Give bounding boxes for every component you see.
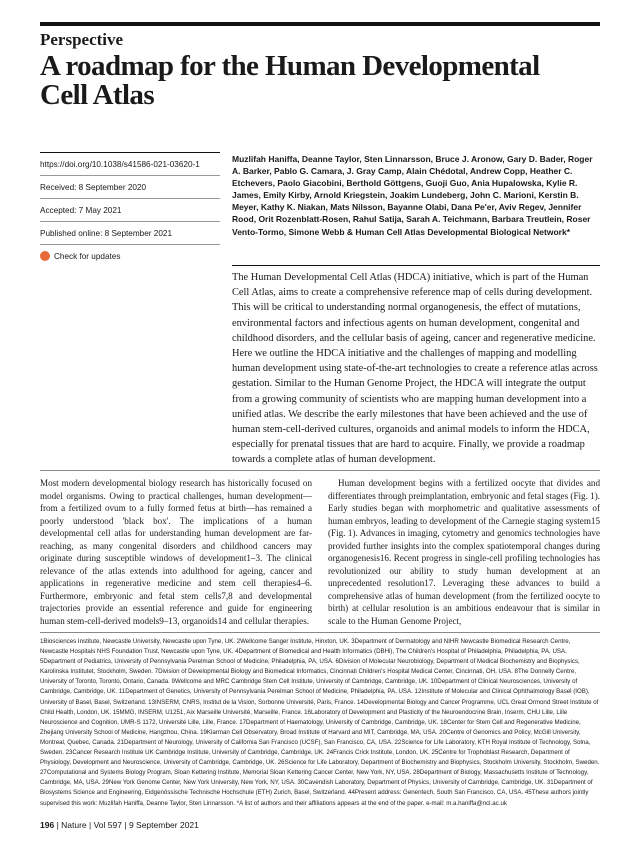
page-number: 196: [40, 820, 55, 830]
affiliations-divider: [40, 632, 600, 633]
affiliations: [40, 637, 600, 809]
abstract-divider: [40, 470, 600, 471]
page-footer: 196 | Nature | Vol 597 | 9 September 2021: [40, 820, 199, 830]
issue-date: 9 September 2021: [128, 820, 199, 830]
check-updates-label: Check for updates: [54, 251, 121, 261]
title-line-2: Cell Atlas: [40, 79, 155, 111]
section-label: Perspective: [40, 30, 124, 49]
published-date: Published online: 8 September 2021: [40, 222, 220, 245]
article-title: [40, 52, 600, 110]
abstract: [232, 265, 600, 468]
author-list: Muzlifah Haniffa, Deanne Taylor, Sten Linnarsson, Bruce J. Aronow, Gary D. Bader, Roger A. Barker, Pablo G. Camara, J. Gray Camp, Alain Chédotal, Andrew Copp, Heather C. Etchevers, Paolo Giacobini, Berthold Göttgens, Guoji Guo, Ania Hupalowska, Kylie R. James, Emily Kirby, Arnold Kriegstein, Joakim Lundeberg, John C. Marioni, Kerstin B. Meyer, Kathy K. Niakan, Mats Nilsson, Bayanne Olabi, Dana Pe'er, Aviv Regev, Jennifer Rood, Orit Rozenblatt-Rosen, Rahul Satija, Sarah A. Teichmann, Barbara Treutlein, Roser Vento-Tormo, Simone Webb & Human Cell Atlas Developmental Biological Network*: [232, 154, 593, 237]
check-updates-button[interactable]: [40, 245, 220, 267]
article-meta: [40, 152, 220, 267]
accepted-date: Accepted: 7 May 2021: [40, 199, 220, 222]
header-rule: [40, 22, 600, 26]
journal-name: Nature: [61, 820, 87, 830]
check-updates-icon: [40, 251, 50, 261]
doi-link[interactable]: https://doi.org/10.1038/s41586-021-03620-1: [40, 152, 220, 176]
affiliations-text: 1Biosciences Institute, Newcastle University, Newcastle upon Tyne, UK. 2Wellcome Sanger Institute, Hinxton, UK. 3Department of Dermatology and NIHR Newcastle Biomedical Research Centre, Newcastle Hospitals NHS Foundation Trust, Newcastle upon Tyne, UK. 4Department of Biomedical and Health Informatics (DBHi), The Children's Hospital of Philadelphia, Philadelphia, PA, USA. 5Department of Pediatrics, University of Pennsylvania Perelman School of Medicine, Philadelphia, PA, USA. 6Division of Molecular Neurobiology, Department of Medical Biochemistry and Biophysics, Karolinska Institutet, Stockholm, Sweden. 7Division of Developmental Biology and Biomedical Informatics, Cincinnati Children's Hospital Medical Center, Cincinnati, OH, USA. 8The Donnelly Centre, University of Toronto, Toronto, Ontario, Canada. 9Wellcome and MRC Cambridge Stem Cell Institute, University of Cambridge, Cambridge, UK. 10Department of Clinical Neurosciences, University of Cambridge, Cambridge, UK. 11Department of Genetics, University of Pennsylvania Perelman School of Medicine, Philadelphia, PA, USA. 12Institute of Molecular and Clinical Ophthalmology Basel (IOB), University of Basel, Basel, Switzerland. 13INSERM, CNRS, Institut de la Vision, Sorbonne Université, Paris, France. 14Developmental Biology and Cancer Programme, UCL Great Ormond Street Institute of Child Health, London, UK. 15MMG, INSERM, U1251, Aix Marseille Université, Marseille, France. 16Laboratory of Development and Plasticity of the Neuroendocrine Brain, Inserm, CHU Lille, Lille Neuroscience and Cognition, UMR-S 1172, Université Lille, Lille, France. 17Department of Haematology, University of Cambridge, Cambridge, UK. 18Center for Stem Cell and Regenerative Medicine, Zhejiang University School of Medicine, Hangzhou, China. 19Klarman Cell Observatory, Broad Institute of Harvard and MIT, Cambridge, MA, USA. 20Centre of Genomics and Policy, McGill University, Montreal, Quebec, Canada. 21Department of Neurology, University of California San Francisco (UCSF), San Francisco, CA, USA. 22Science for Life Laboratory, KTH Royal Institute of Technology, Solna, Sweden. 23Cancer Research Institute UK Cambridge Institute, University of Cambridge, Cambridge, UK. 24Francis Crick Institute, London, UK. 25Centre for Trophoblast Research, Department of Physiology, Development and Neuroscience, University of Cambridge, Cambridge, UK. 26Science for Life Laboratory, Department of Biochemistry and Biophysics, Stockholm University, Stockholm, Sweden. 27Computational and Systems Biology Program, Sloan Kettering Institute, Memorial Sloan Kettering Cancer Center, New York, NY, USA. 28Department of Biology, Massachusetts Institute of Technology, Cambridge, MA, USA. 29New York Genome Center, New York University, New York, NY, USA. 30Cavendish Laboratory, Department of Physics, University of Cambridge, Cambridge, UK. 31Department of Biosystems Science and Engineering, Eidgenössische Technische Hochschule (ETH) Zurich, Basel, Switzerland. 44Present address: Genentech, South San Francisco, CA, USA. 45These authors jointly supervised this work: Muzlifah Haniffa, Deanne Taylor, Sten Linnarsson. *A list of authors and their affiliations appears at the end of the paper. e-mail: m.a.haniffa@ncl.ac.uk: [40, 638, 600, 807]
body-column-2: [328, 477, 600, 627]
body-paragraph-2: Human development begins with a fertilized oocyte that divides and differentiates through preimplantation, embryonic and fetal stages (Fig. 1). Early studies began with morphometric and qualitative assessments of human embryos, leading to development of the Carnegie staging system15 (Fig. 1). Advances in imaging, cytometry and genomics technologies have provided further insights into the complex spatiotemporal changes during organogenesis16. Recent progress in single-cell profiling technologies has revolutionized our ability to study human development at an unprecedented resolution17. Leveraging these advances to build a comprehensive atlas of human development (from the fertilized oocyte to birth) at cellular resolution is an ambitious endeavour that is similar in scale to the Human Genome Project,: [328, 478, 600, 626]
journal-volume: Vol 597: [93, 820, 122, 830]
received-date: Received: 8 September 2020: [40, 176, 220, 199]
title-line-1: A roadmap for the Human Developmental: [40, 50, 540, 82]
body-paragraph-1: Most modern developmental biology research has historically focused on model organisms. Owing to practical challenges, human development—from a fertilized ovum to a fully formed fetus at birth—has remained a poorly understood 'black box'. The implications of a human developmental cell atlas for understanding human development are far-reaching, as many congenital disorders and childhood cancers may originate during susceptible windows of development1–3. The clinical relevance of the atlas extends into adulthood for ageing, cancer and applications in regenerative medicine and stem cell therapies4–6. Furthermore, embryonic and fetal stem cells7,8 and developmental trajectories provide an essential reference and guide for engineering human stem-cell-derived models9–13, organoids14 and cellular therapies.: [40, 478, 312, 626]
body-column-1: [40, 477, 312, 627]
abstract-text: The Human Developmental Cell Atlas (HDCA) initiative, which is part of the Human Cell Atlas, aims to create a comprehensive reference map of cells during development. This will be critical to understanding normal organogenesis, the effect of mutations, environmental factors and infectious agents on human development, congenital and childhood disorders, and the cellular basis of ageing, cancer and regenerative medicine. Here we outline the HDCA initiative and the challenges of mapping and modelling human development using state-of-the-art technologies to create a reference atlas across gestation. Similar to the Human Genome Project, the HDCA will integrate the output from a growing community of scientists who are mapping human development into a unified atlas. We describe the early milestones that have been achieved and the use of human stem-cell-derived cultures, organoids and animal models to inform the HDCA, especially for prenatal tissues that are hard to acquire. Finally, we provide a roadmap towards a complete atlas of human development.: [232, 272, 598, 466]
